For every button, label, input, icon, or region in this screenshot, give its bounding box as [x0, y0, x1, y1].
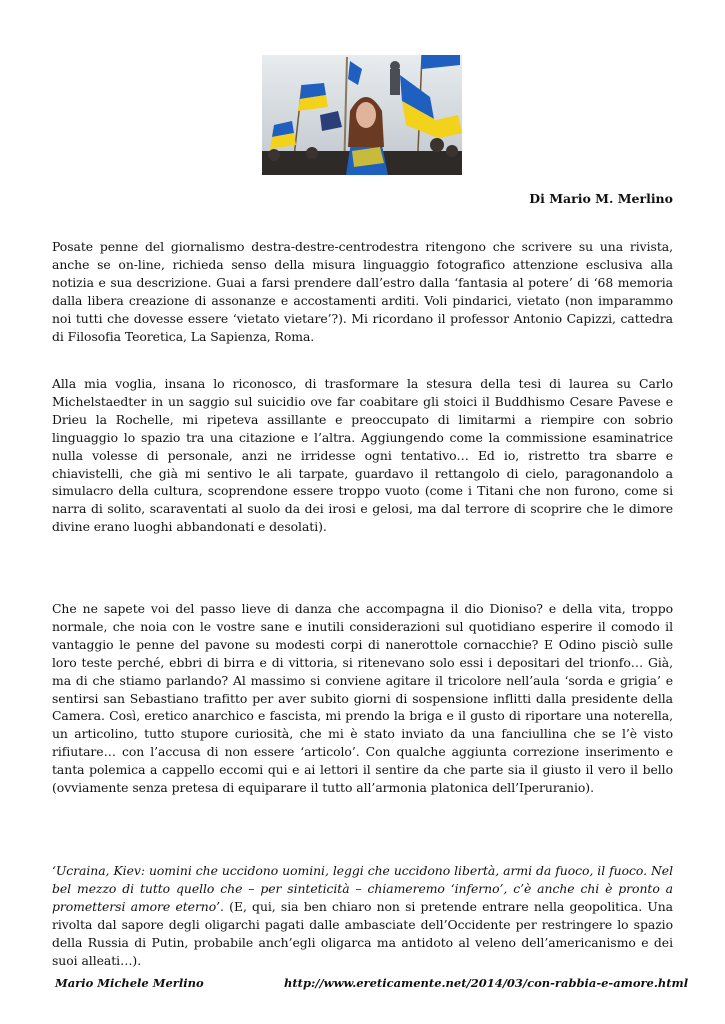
paragraph-4 — [52, 862, 673, 969]
paragraph-1: Posate penne del giornalismo destra-destre-centrodestra ritengono che scrivere su una rivista, anche se on-line, richieda senso della misura linguaggio fotografico attenzione esclusiva alla notizia e sua descrizione. Guai a farsi prendere dall’estro dalla ‘fantasia al potere’ di ‘68 memoria dalla libera creazione di assonanze e accostamenti arditi. Voli pindarici, vietato (non imparammo noi tutti che dovesse essere ‘vietato vietare’?). Mi ricordano il professor Antonio Capizzi, cattedra di Filosofia Teoretica, La Sapienza, Roma. — [52, 239, 673, 344]
paragraph-4-continuation: . (E, qui, sia ben chiaro non si pretende entrare nella geopolitica. Una rivolta dal sapore degli oligarchi pagati dalle ambasciate dell’Occidente per restringere lo spazio della Russia di Putin, probabile anch’egli oligarca ma antidoto al veleno dell’americanismo e dei suoi alleati…). — [52, 898, 673, 968]
ukraine-flags-photo-icon — [262, 55, 462, 175]
article-photo — [262, 55, 462, 175]
paragraph-3: Che ne sapete voi del passo lieve di danza che accompagna il dio Dioniso? e della vita, troppo normale, che noia con le vostre sane e inutili considerazioni sul quotidiano esperire il comodo il vantaggio le penne del pavone su modesti corpi di nanerottole cornacchie? E Odino pisciò sulle loro teste perché, ebbri di birra e di vittoria, si ritenevano solo essi i depositari del trionfo… Già, ma di che stiamo parlando? Al massimo si conviene agitare il tricolore nell’aula ‘sorda e grigia’ e sentirsi san Sebastiano trafitto per aver subito giorni di sospensione inflitti dalla presidente della Camera. Così, eretico anarchico e fascista, mi prendo la briga e il gusto di riportare una noterella, un articolino, tutto stupore curiosità, che mi è stato inviato da una fanciullina che se l’è visto rifiutare… con l’accusa di non essere ‘articolo’. Con qualche aggiunta correzione inserimento e tanta polemica a cappello eccomi qui e ai lettori il sentire da che parte sia il giusto il vero il bello (ovviamente senza pretesa di equiparare il tutto all’armonia platonica dell’Iperuranio). — [52, 601, 673, 796]
paragraph-2: Alla mia voglia, insana lo riconosco, di trasformare la stesura della tesi di laurea su Carlo Michelstaedter in un saggio sul suicidio ove far coabitare gli stoici il Buddhismo Cesare Pavese e Drieu la Rochelle, mi ripeteva assillante e preoccupato di limitarmi a riempire con sobrio linguaggio lo spazio tra una citazione e l’altra. Aggiungendo come la commissione esaminatrice nulla volesse di personale, anzi ne irridesse ogni tentativo… Ed io, ristretto tra sbarre e chiavistelli, che già mi sentivo le ali tarpate, guardavo il rettangolo di cielo, paragonandolo a simulacro della cultura, scoprendone essere troppo vuoto (come i Titani che non furono, come si narra di solito, scaraventati al suolo da dei irosi e gelosi, ma dal terrore di scoprire che le dimore divine erano luoghi abbandonati e desolati). — [52, 376, 673, 535]
footer-source-link[interactable]: http://www.ereticamente.net/2014/03/con-rabbia-e-amore.html — [284, 976, 689, 990]
footer-author: Mario Michele Merlino — [55, 976, 204, 990]
quoted-article-excerpt: ‘Ucraina, Kiev: uomini che uccidono uomini, leggi che uccidono libertà, armi da fuoco, il fuoco. Nel bel mezzo di tutto quello che – per sinteticità – chiameremo ‘inferno’, c’è anche chi è pronto a promettersi amore eterno’ — [52, 863, 673, 914]
byline: Di Mario M. Merlino — [529, 191, 673, 206]
